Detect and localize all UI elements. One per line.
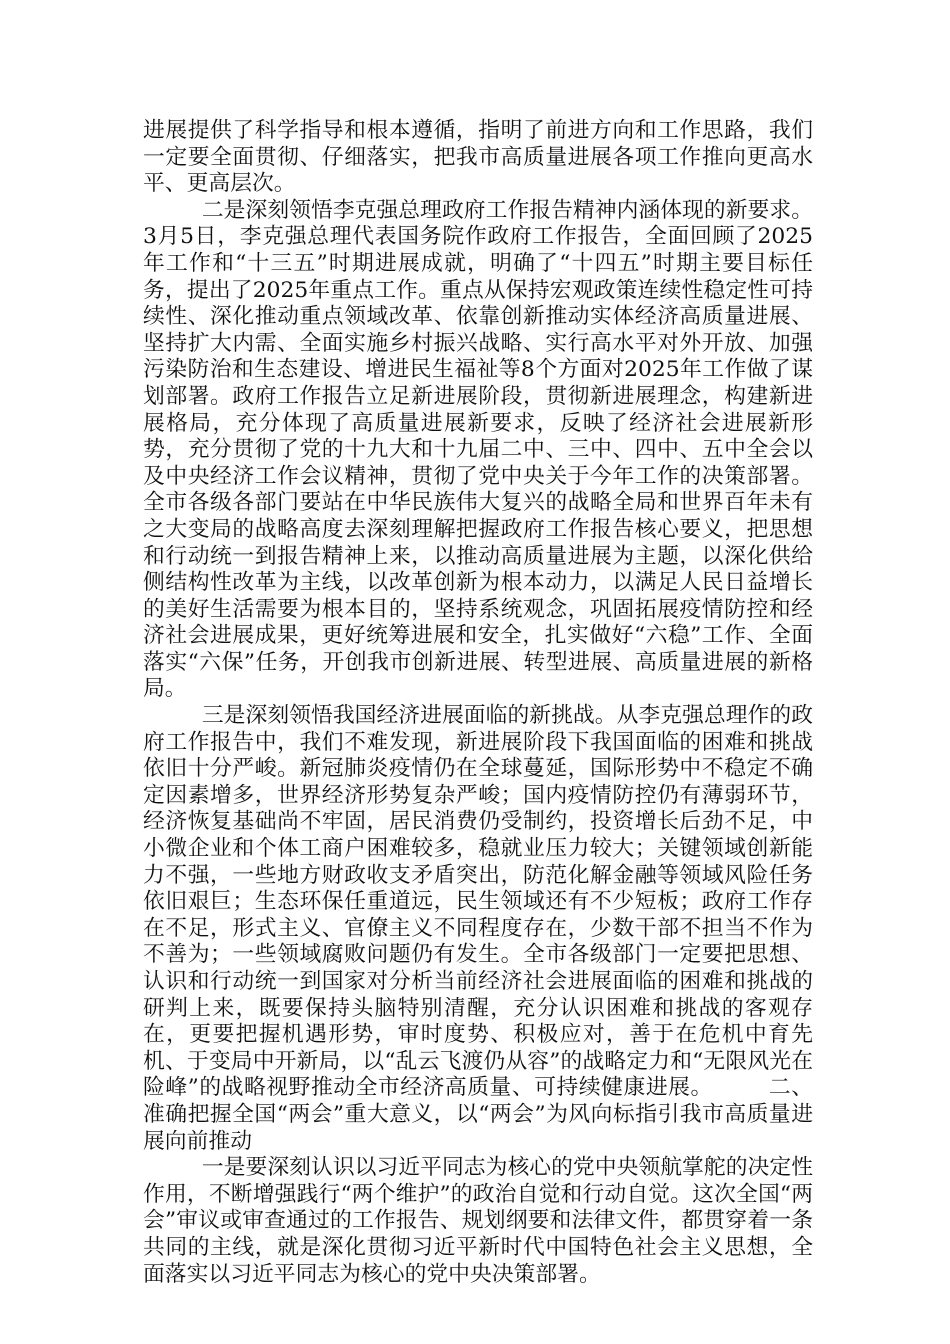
paragraph-leadership-role: 一是要深刻认识以习近平同志为核心的党中央领航掌舵的决定性作用，不断增强践行“两个维护”的政治自觉和行动自觉。这次全国“两会”审议或审查通过的工作报告、规划纲要和法律文件，都贯穿着一条共同的主线，就是深化贯彻习近平新时代中国特色社会主义思想，全面落实以习近平同志为核心的党中央决策部署。	[143, 1155, 813, 1287]
paragraph-continuation: 进展提供了科学指导和根本遵循，指明了前进方向和工作思路，我们一定要全面贯彻、仔细落实，把我市高质量进展各项工作推向更高水平、更高层次。	[143, 118, 813, 197]
paragraph-new-requirements: 二是深刻领悟李克强总理政府工作报告精神内涵体现的新要求。3月5日，李克强总理代表国务院作政府工作报告，全面回顾了2025年工作和“十三五”时期进展成就，明确了“十四五”时期主要目标任务，提出了2025年重点工作。重点从保持宏观政策连续性稳定性可持续性、深化推动重点领域改革、依靠创新推动实体经济高质量进展、坚持扩大内需、全面实施乡村振兴战略、实行高水平对外开放、加强污染防治和生态建设、增进民生福祉等8个方面对2025年工作做了谋划部署。政府工作报告立足新进展阶段，贯彻新进展理念，构建新进展格局，充分体现了高质量进展新要求，反映了经济社会进展新形势，充分贯彻了党的十九大和十九届二中、三中、四中、五中全会以及中央经济工作会议精神，贯彻了党中央关于今年工作的决策部署。全市各级各部门要站在中华民族伟大复兴的战略全局和世界百年未有之大变局的战略高度去深刻理解把握政府工作报告核心要义，把思想和行动统一到报告精神上来，以推动高质量进展为主题，以深化供给侧结构性改革为主线，以改革创新为根本动力，以满足人民日益增长的美好生活需要为根本目的，坚持系统观念，巩固拓展疫情防控和经济社会进展成果，更好统筹进展和安全，扎实做好“六稳”工作、全面落实“六保”任务，开创我市创新进展、转型进展、高质量进展的新格局。	[143, 197, 813, 702]
paragraph-new-challenges: 三是深刻领悟我国经济进展面临的新挑战。从李克强总理作的政府工作报告中，我们不难发现，新进展阶段下我国面临的困难和挑战依旧十分严峻。新冠肺炎疫情仍在全球蔓延，国际形势中不稳定不确定因素增多，世界经济形势复杂严峻；国内疫情防控仍有薄弱环节，经济恢复基础尚不牢固，居民消费仍受制约，投资增长后劲不足，中小微企业和个体工商户困难较多，稳就业压力较大；关键领域创新能力不强，一些地方财政收支矛盾突出，防范化解金融等领域风险任务依旧艰巨；生态环保任重道远，民生领域还有不少短板；政府工作存在不足，形式主义、官僚主义不同程度存在，少数干部不担当不作为不善为；一些领域腐败问题仍有发生。全市各级部门一定要把思想、认识和行动统一到国家对分析当前经济社会进展面临的困难和挑战的研判上来，既要保持头脑特别清醒，充分认识困难和挑战的客观存在，更要把握机遇形势，审时度势、积极应对，善于在危机中育先机、于变局中开新局，以“乱云飞渡仍从容”的战略定力和“无限风光在险峰”的战略视野推动全市经济高质量、可持续健康进展。 二、准确把握全国“两会”重大意义，以“两会”为风向标指引我市高质量进展向前推动	[143, 703, 813, 1154]
document-page	[143, 118, 813, 1288]
